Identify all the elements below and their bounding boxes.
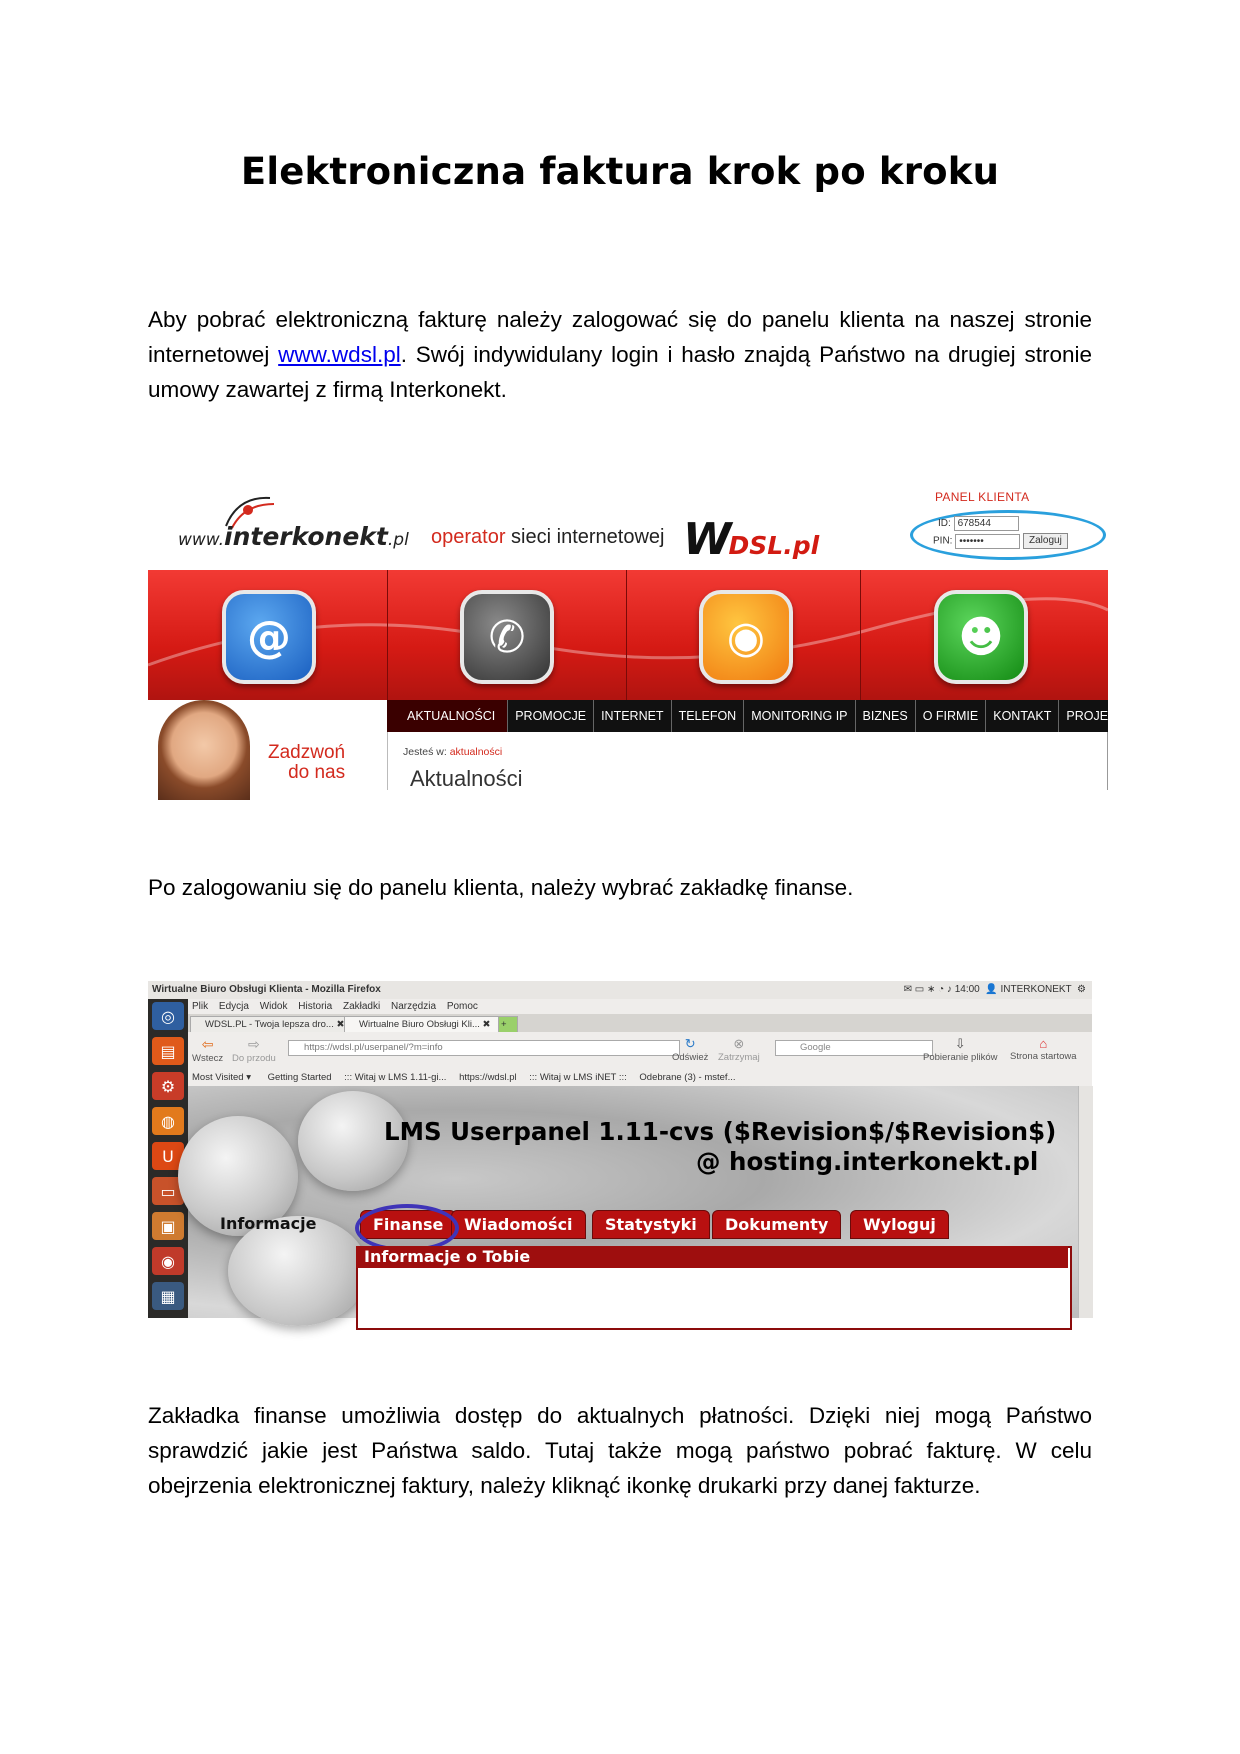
userpanel-screenshot bbox=[148, 981, 1092, 1318]
pin-row: PIN: ••••••• Zaloguj bbox=[933, 533, 1068, 549]
lms-title: LMS Userpanel 1.11-cvs ($Revision$/$Revision$) bbox=[384, 1117, 1057, 1146]
website-screenshot bbox=[148, 478, 1153, 791]
menu-plik[interactable]: Plik bbox=[192, 1001, 209, 1012]
nav-promocje[interactable]: PROMOCJE bbox=[508, 700, 594, 732]
menu-zakladki[interactable]: Zakładki bbox=[342, 1001, 381, 1012]
tab-dokumenty[interactable]: Dokumenty bbox=[712, 1210, 841, 1239]
nav-kontakt[interactable]: KONTAKT bbox=[986, 700, 1059, 732]
client-panel-title: PANEL KLIENTA bbox=[935, 490, 1030, 504]
lms-host: @ hosting.interkonekt.pl bbox=[696, 1147, 1039, 1176]
breadcrumb: Jesteś w: aktualności bbox=[403, 746, 503, 758]
menu-edycja[interactable]: Edycja bbox=[218, 1001, 249, 1012]
pin-field[interactable]: ••••••• bbox=[955, 534, 1020, 549]
interkonekt-logo[interactable]: www.interkonekt.pl bbox=[178, 522, 409, 551]
bookmark-most-visited[interactable]: Most Visited ▾ bbox=[192, 1072, 251, 1083]
consultant-photo bbox=[158, 700, 250, 800]
app-icon[interactable]: ▤ bbox=[152, 1037, 184, 1065]
menu-bar bbox=[188, 999, 1092, 1014]
section-heading: Aktualności bbox=[410, 766, 523, 791]
users-icon[interactable]: ☻ bbox=[934, 590, 1028, 684]
menu-widok[interactable]: Widok bbox=[259, 1001, 288, 1012]
nav-projekty-ue[interactable]: PROJEKTY UE bbox=[1066, 709, 1153, 723]
updates-icon[interactable]: ▣ bbox=[152, 1212, 184, 1240]
main-nav bbox=[387, 700, 1153, 732]
nav-aktualnosci[interactable]: AKTUALNOŚCI bbox=[387, 700, 508, 732]
menu-narzedzia[interactable]: Narzędzia bbox=[391, 1001, 437, 1012]
step3-paragraph: Zakładka finanse umożliwia dostęp do aktualnych płatności. Dzięki niej mogą Państwo sprawdzić jakie jest Państwa saldo. Tutaj także mogą państwo pobrać fakturę. W celu obejrzenia elektronicznej faktury, należy kliknąć ikonkę drukarki przy danej fakturze. bbox=[148, 1403, 1092, 1498]
tab-wdsl[interactable]: WDSL.PL - Twoja lepsza dro... ✖ bbox=[190, 1016, 356, 1033]
settings-icon[interactable]: ⚙ bbox=[152, 1072, 184, 1100]
tab-informacje[interactable]: Informacje bbox=[220, 1214, 317, 1233]
tab-wyloguj[interactable]: Wyloguj bbox=[850, 1210, 949, 1239]
reload-button[interactable]: ↻ Odśwież bbox=[672, 1036, 709, 1063]
firefox-icon[interactable]: ◍ bbox=[152, 1107, 184, 1135]
tab-finanse[interactable]: Finanse bbox=[360, 1210, 456, 1239]
bookmark-lms-inet[interactable]: ::: Witaj w LMS iNET ::: bbox=[529, 1072, 627, 1083]
software-center-icon[interactable]: U bbox=[152, 1142, 184, 1170]
forward-button[interactable]: ⇨ Do przodu bbox=[232, 1036, 276, 1064]
phone-icon[interactable]: ✆ bbox=[460, 590, 554, 684]
breadcrumb-link[interactable]: aktualności bbox=[449, 746, 503, 758]
nav-o-firmie[interactable]: O FIRMIE bbox=[916, 700, 987, 732]
ubuntu-icon[interactable]: ◉ bbox=[152, 1247, 184, 1275]
email-icon[interactable]: @ bbox=[222, 590, 316, 684]
workspaces-icon[interactable]: ▦ bbox=[152, 1282, 184, 1310]
scrollbar[interactable] bbox=[1078, 1086, 1093, 1318]
nav-biznes[interactable]: BIZNES bbox=[856, 700, 916, 732]
call-us-label[interactable]: Zadzwoń do nas bbox=[268, 742, 346, 783]
browser-tabs bbox=[188, 1014, 1092, 1032]
menu-pomoc[interactable]: Pomoc bbox=[446, 1001, 478, 1012]
camera-icon[interactable]: ◉ bbox=[699, 590, 793, 684]
finanse-highlight-oval bbox=[355, 1204, 459, 1252]
intro-paragraph bbox=[148, 302, 1092, 407]
operator-tagline: operator sieci internetowej bbox=[431, 526, 665, 548]
menu-historia[interactable]: Historia bbox=[298, 1001, 333, 1012]
search-field[interactable]: Google bbox=[775, 1040, 933, 1056]
document-title: Elektroniczna faktura krok po kroku bbox=[240, 150, 1000, 193]
wdsl-logo[interactable]: WDSL.pl bbox=[683, 514, 820, 565]
tab-statystyki[interactable]: Statystyki bbox=[592, 1210, 710, 1239]
id-row: ID: 678544 bbox=[938, 516, 1019, 531]
userpanel-tabs bbox=[208, 1210, 1078, 1240]
files-icon[interactable]: ▭ bbox=[152, 1177, 184, 1205]
system-tray: ✉ ▭ ∗ ◔ ♪ 14:00 👤 INTERKONEKT ⚙ bbox=[903, 984, 1086, 995]
step2-paragraph: Po zalogowaniu się do panelu klienta, należy wybrać zakładkę finanse. bbox=[148, 875, 854, 900]
downloads-button[interactable]: ⇩ Pobieranie plików bbox=[923, 1036, 998, 1063]
home-button[interactable]: ⌂ Strona startowa bbox=[1010, 1036, 1077, 1062]
url-bar[interactable]: https://wdsl.pl/userpanel/?m=info bbox=[288, 1040, 680, 1056]
nav-telefon[interactable]: TELEFON bbox=[672, 700, 745, 732]
new-tab-button[interactable]: + bbox=[498, 1016, 518, 1033]
wdsl-link[interactable]: www.wdsl.pl bbox=[278, 342, 401, 367]
intro-text-cont: . Swój indywidulany login i hasło znajdą Państwo na drugiej stronie umowy zawartej z firmą Interkonekt. bbox=[148, 342, 1092, 402]
id-field[interactable]: 678544 bbox=[954, 516, 1019, 531]
stop-button[interactable]: ⊗ Zatrzymaj bbox=[718, 1036, 760, 1063]
nav-internet[interactable]: INTERNET bbox=[594, 700, 672, 732]
login-button[interactable]: Zaloguj bbox=[1023, 533, 1068, 549]
tab-userpanel[interactable]: Wirtualne Biuro Obsługi Kli... ✖ bbox=[344, 1016, 510, 1033]
nav-toolbar bbox=[188, 1032, 1092, 1070]
bookmarks-bar bbox=[188, 1070, 1092, 1087]
bookmark-getting-started[interactable]: Getting Started bbox=[267, 1072, 332, 1083]
dash-icon[interactable]: ◎ bbox=[152, 1002, 184, 1030]
tab-wiadomosci[interactable]: Wiadomości bbox=[451, 1210, 586, 1239]
back-button[interactable]: ⇦ Wstecz bbox=[192, 1036, 224, 1064]
window-title: Wirtualne Biuro Obsługi Klienta - Mozilla Firefox bbox=[152, 984, 381, 995]
bookmark-lms[interactable]: ::: Witaj w LMS 1.11-gi... bbox=[344, 1072, 447, 1083]
bookmark-mail[interactable]: Odebrane (3) - mstef... bbox=[639, 1072, 736, 1083]
intro-text: Aby pobrać elektroniczną fakturę należy zalogować się do panelu klienta na naszej stronie internetowej bbox=[148, 307, 1092, 367]
nav-monitoring[interactable]: MONITORING IP bbox=[744, 700, 855, 732]
info-panel-title: Informacje o Tobie bbox=[356, 1246, 1068, 1268]
window-titlebar bbox=[148, 981, 1092, 999]
bookmark-wdsl[interactable]: https://wdsl.pl bbox=[459, 1072, 517, 1083]
